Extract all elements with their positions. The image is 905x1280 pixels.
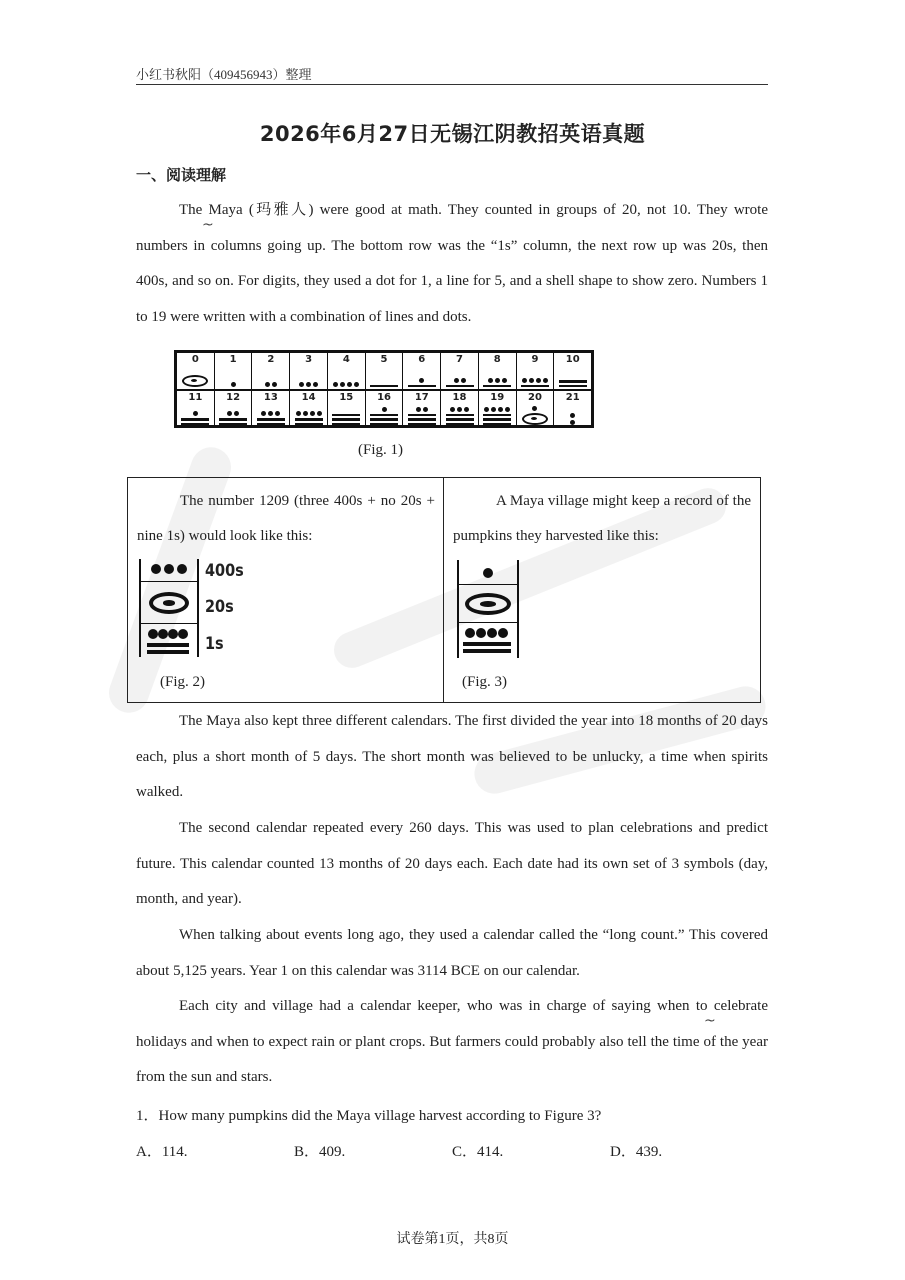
label-1s: 1s xyxy=(205,634,224,654)
fig2-text: The number 1209 (three 400s + no 20s + nine 1s) would look like this: xyxy=(137,493,435,544)
numeral-cell-2 xyxy=(252,353,290,389)
numeral-label: 8 xyxy=(493,354,501,365)
numeral-label: 2 xyxy=(267,354,275,365)
numeral-cell-6 xyxy=(403,353,441,389)
label-400s: 400s xyxy=(205,561,244,581)
numeral-label: 9 xyxy=(531,354,539,365)
numeral-cell-18 xyxy=(441,391,479,427)
fig2-numeral xyxy=(139,559,199,657)
numeral-cell-3 xyxy=(290,353,328,389)
fig2-caption: (Fig. 2) xyxy=(160,674,205,690)
numeral-symbol xyxy=(554,380,591,387)
numeral-label: 7 xyxy=(456,354,463,365)
numeral-symbol xyxy=(328,414,365,426)
numeral-symbol xyxy=(554,413,591,425)
numeral-cell-16 xyxy=(366,391,404,427)
numeral-symbol xyxy=(290,382,327,387)
numeral-label: 11 xyxy=(188,392,203,403)
numeral-cell-14 xyxy=(290,391,328,427)
fig3-text: A Maya village might keep a record of the pumpkins they harvested like this: xyxy=(453,493,751,544)
numeral-symbol xyxy=(366,385,403,388)
paragraph-3: The second calendar repeated every 260 days. This was used to plan celebrations and predict future. This calendar counted 13 months of 20 days each. Each date had its own set of 3 symbols (day, month, and year). xyxy=(136,820,768,907)
numeral-symbol xyxy=(517,406,554,425)
question-1-stem: 1．How many pumpkins did the Maya village harvest according to Figure 3? xyxy=(136,1108,602,1124)
numeral-symbol xyxy=(403,407,440,426)
numeral-label: 5 xyxy=(380,354,388,365)
numeral-label: 14 xyxy=(301,392,316,403)
option-c[interactable]: C．414. xyxy=(452,1144,504,1160)
numeral-symbol xyxy=(517,378,554,388)
numeral-label: 16 xyxy=(377,392,391,403)
numeral-symbol xyxy=(479,378,516,388)
numeral-cell-7 xyxy=(441,353,479,389)
numeral-label: 13 xyxy=(263,392,278,403)
numeral-symbol xyxy=(252,411,289,425)
option-b[interactable]: B．409. xyxy=(294,1144,346,1160)
numeral-symbol xyxy=(328,382,365,387)
paragraph-1: The Maya (玛雅人) were good at math. They counted in groups of 20, not 10. They wrote numbers in columns going up. The bottom row was the “1s” column, the next row up was 20s, then 400s, and so on. For digits, they used a dot for 1, a line for 5, and a shell shape to show zero. Numbers 1 to 19 were written with a combination of lines and dots. xyxy=(136,202,768,325)
numeral-symbol xyxy=(441,407,478,426)
numeral-cell-0 xyxy=(177,353,215,389)
fig3-numeral xyxy=(457,560,519,658)
header-divider xyxy=(136,84,768,85)
numeral-label: 4 xyxy=(342,354,350,365)
numeral-label: 6 xyxy=(418,354,426,365)
numeral-label: 1 xyxy=(229,354,237,365)
option-d[interactable]: D．439. xyxy=(610,1144,663,1160)
handwritten-mark: ~ xyxy=(704,1013,716,1029)
numeral-symbol xyxy=(177,411,214,425)
numeral-cell-12 xyxy=(215,391,253,427)
numeral-symbol xyxy=(366,407,403,426)
numeral-cell-8 xyxy=(479,353,517,389)
option-a[interactable]: A．114. xyxy=(136,1144,188,1160)
numeral-cell-4 xyxy=(328,353,366,389)
numeral-cell-21 xyxy=(554,391,591,427)
numeral-symbol xyxy=(215,411,252,425)
numeral-cell-5 xyxy=(366,353,404,389)
numeral-cell-15 xyxy=(328,391,366,427)
page-title: 2026年6月27日无锡江阴教招英语真题 xyxy=(259,122,646,146)
numeral-symbol xyxy=(215,382,252,387)
numeral-label: 10 xyxy=(565,354,580,365)
numeral-label: 15 xyxy=(339,392,354,403)
fig3-caption: (Fig. 3) xyxy=(462,674,507,690)
numeral-label: 20 xyxy=(528,392,542,403)
numeral-symbol xyxy=(403,378,440,388)
numeral-label: 21 xyxy=(565,392,580,403)
numeral-symbol xyxy=(290,411,327,425)
numeral-cell-11 xyxy=(177,391,215,427)
label-20s: 20s xyxy=(205,597,234,617)
paragraph-2: The Maya also kept three different calendars. The first divided the year into 18 months of 20 days each, plus a short month of 5 days. The short month was believed to be unlucky, a time when spirits walked. xyxy=(136,713,768,800)
maya-numeral-table xyxy=(174,350,594,428)
numeral-label: 0 xyxy=(191,354,199,365)
numeral-label: 3 xyxy=(305,354,313,365)
page-footer: 试卷第1页，共8页 xyxy=(396,1232,509,1247)
numeral-cell-19 xyxy=(479,391,517,427)
numeral-label: 17 xyxy=(414,392,429,403)
numeral-symbol xyxy=(479,407,516,426)
numeral-symbol xyxy=(177,375,214,387)
paragraph-4: When talking about events long ago, they used a calendar called the “long count.” This covered about 5,125 years. Year 1 on this calendar was 3114 BCE on our calendar. xyxy=(136,927,768,979)
numeral-label: 12 xyxy=(226,392,241,403)
numeral-cell-13 xyxy=(252,391,290,427)
numeral-symbol xyxy=(252,382,289,387)
numeral-symbol xyxy=(441,378,478,388)
numeral-cell-1 xyxy=(215,353,253,389)
section-heading: 一、阅读理解 xyxy=(136,166,227,184)
numeral-cell-17 xyxy=(403,391,441,427)
paragraph-5: Each city and village had a calendar keeper, who was in charge of saying when to celebrate holidays and when to expect rain or plant crops. But farmers could probably also tell the time of the year from the sun and stars. xyxy=(136,998,768,1085)
numeral-label: 19 xyxy=(490,392,505,403)
handwritten-mark: ~ xyxy=(202,217,214,233)
figure-box-divider xyxy=(443,477,444,703)
numeral-cell-20 xyxy=(517,391,555,427)
numeral-cell-10 xyxy=(554,353,591,389)
numeral-label: 18 xyxy=(452,392,467,403)
numeral-cell-9 xyxy=(517,353,555,389)
header-source: 小红书秋阳（409456943）整理 xyxy=(136,67,312,82)
fig1-caption: (Fig. 1) xyxy=(358,442,403,458)
